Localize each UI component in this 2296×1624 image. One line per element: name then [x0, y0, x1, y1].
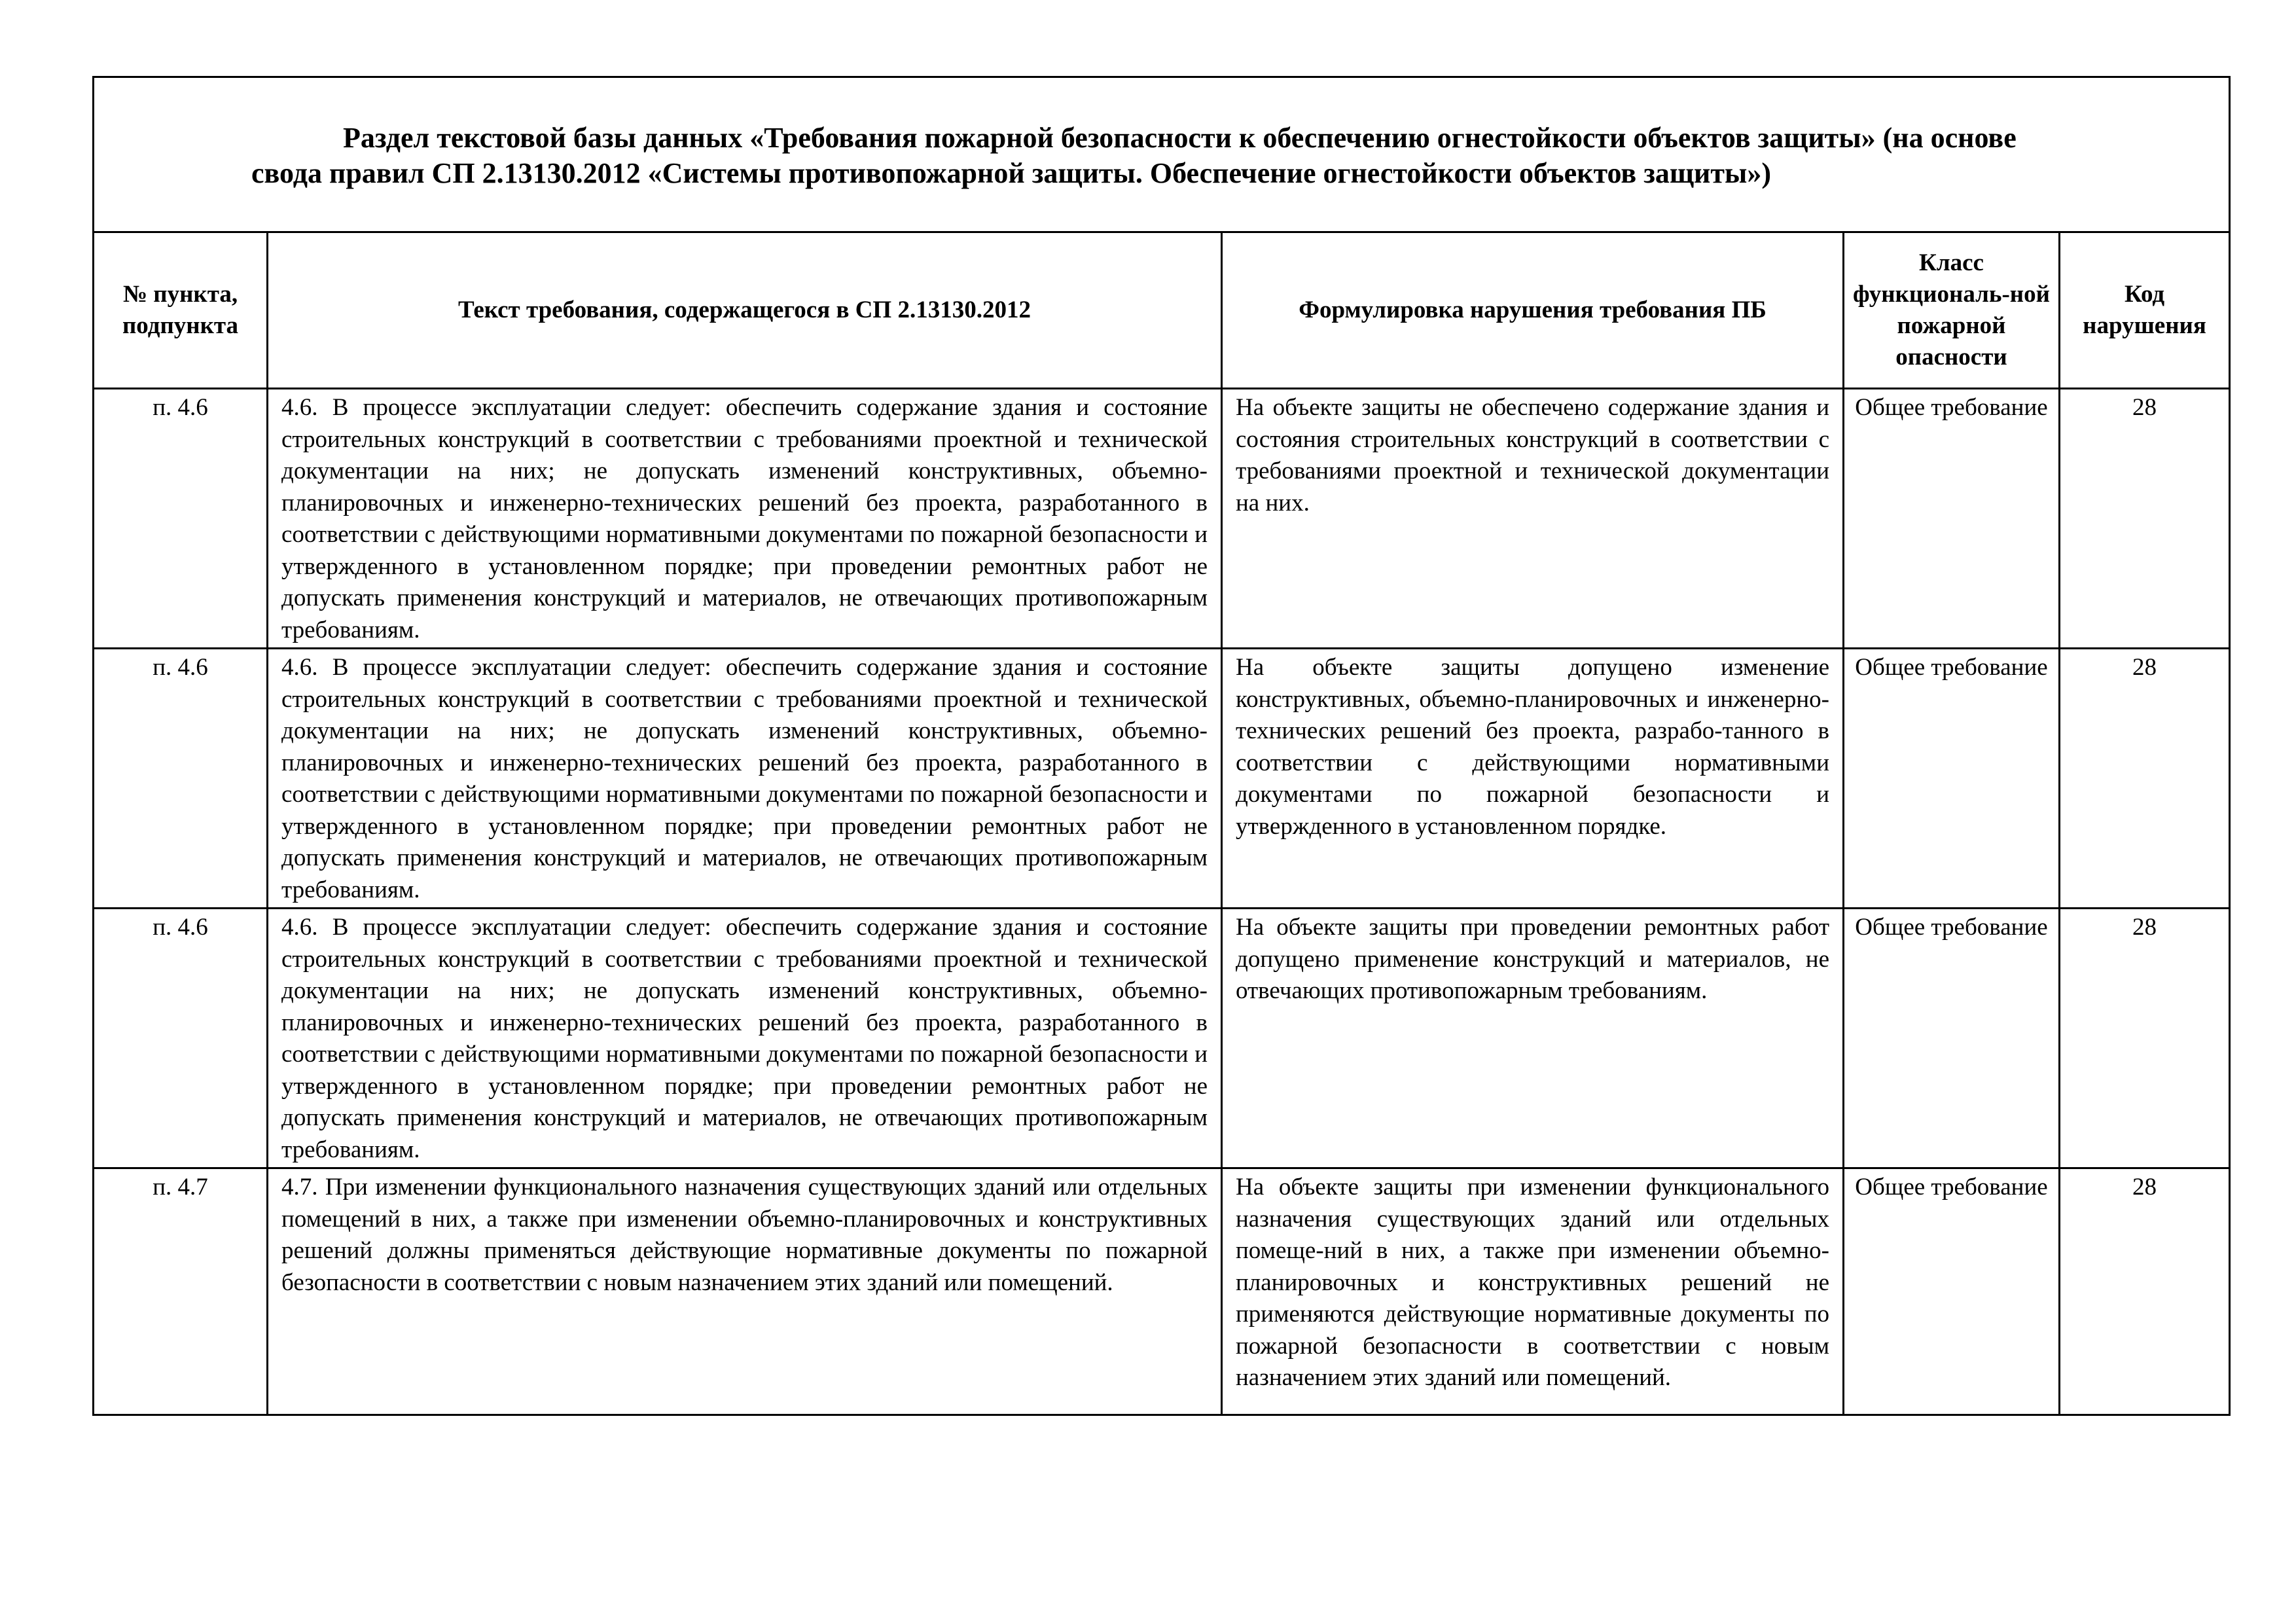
document-title [94, 77, 2230, 232]
row-text: 4.6. В процессе эксплуатации следует: обеспечить содержание здания и состояние строительных конструкций в соответствии с требованиями проектной и технической документации на них; не допускать изменений конструктивных, объемно-планировочных и инженерно-технических решений без проекта, разработанного в соответствии с действующими нормативными документами по пожарной безопасности и утвержденного в установленном порядке; при проведении ремонтных работ не допускать применения конструкций и материалов, не отвечающих противопожарным требованиям. [268, 649, 1222, 909]
requirements-document [92, 76, 2229, 1416]
title-row [94, 77, 2230, 232]
row-violation: На объекте защиты не обеспечено содержание здания и состояния строительных конструкций в соответствии с требованиями проектной и технической документации на них. [1222, 389, 1844, 649]
table-row [94, 649, 2230, 909]
header-num: № пункта, подпункта [94, 232, 268, 389]
table-row [94, 389, 2230, 649]
header-code: Код нарушения [2060, 232, 2230, 389]
header-class: Класс функциональ-ной пожарной опасности [1844, 232, 2060, 389]
row-violation: На объекте защиты при изменении функционального назначения существующих зданий или отдельных помеще-ний в них, а также при изменении объемно-планировочных и конструктивных решений не применяются действующие нормативные документы по пожарной безопасности в соответствии с новым назначением этих зданий или помещений. [1222, 1168, 1844, 1415]
row-text: 4.6. В процессе эксплуатации следует: обеспечить содержание здания и состояние строительных конструкций в соответствии с требованиями проектной и технической документации на них; не допускать изменений конструктивных, объемно-планировочных и инженерно-технических решений без проекта, разработанного в соответствии с действующими нормативными документами по пожарной безопасности и утвержденного в установленном порядке; при проведении ремонтных работ не допускать применения конструкций и материалов, не отвечающих противопожарным требованиям. [268, 389, 1222, 649]
row-text: 4.7. При изменении функционального назначения существующих зданий или отдельных помещений в них, а также при изменении объемно-планировочных и конструктивных решений должны применяться действующие нормативные документы по пожарной безопасности в соответствии с новым назначением этих зданий или помещений. [268, 1168, 1222, 1415]
row-class: Общее требование [1844, 649, 2060, 909]
row-class: Общее требование [1844, 1168, 2060, 1415]
row-num: п. 4.7 [94, 1168, 268, 1415]
row-num: п. 4.6 [94, 649, 268, 909]
row-code: 28 [2060, 1168, 2230, 1415]
title-line-2: свода правил СП 2.13130.2012 «Системы противопожарной защиты. Обеспечение огнестойкости объектов защиты») [251, 157, 1771, 189]
row-class: Общее требование [1844, 389, 2060, 649]
header-violation: Формулировка нарушения требования ПБ [1222, 232, 1844, 389]
row-num: п. 4.6 [94, 909, 268, 1168]
row-code: 28 [2060, 649, 2230, 909]
header-row [94, 232, 2230, 389]
row-text: 4.6. В процессе эксплуатации следует: обеспечить содержание здания и состояние строительных конструкций в соответствии с требованиями проектной и технической документации на них; не допускать изменений конструктивных, объемно-планировочных и инженерно-технических решений без проекта, разработанного в соответствии с действующими нормативными документами по пожарной безопасности и утвержденного в установленном порядке; при проведении ремонтных работ не допускать применения конструкций и материалов, не отвечающих противопожарным требованиям. [268, 909, 1222, 1168]
row-num: п. 4.6 [94, 389, 268, 649]
header-text: Текст требования, содержащегося в СП 2.13130.2012 [268, 232, 1222, 389]
row-code: 28 [2060, 389, 2230, 649]
table-row [94, 909, 2230, 1168]
row-code: 28 [2060, 909, 2230, 1168]
table-row [94, 1168, 2230, 1415]
row-violation: На объекте защиты при проведении ремонтных работ допущено применение конструкций и материалов, не отвечающих противопожарным требованиям. [1222, 909, 1844, 1168]
requirements-table [92, 76, 2231, 1416]
row-class: Общее требование [1844, 909, 2060, 1168]
row-violation: На объекте защиты допущено изменение конструктивных, объемно-планировочных и инженерно-технических решений без проекта, разрабо-танного в соответствии с действующими нормативными документами по пожарной безопасности и утвержденного в установленном порядке. [1222, 649, 1844, 909]
title-line-1: Раздел текстовой базы данных «Требования пожарной безопасности к обеспечению огнестойкости объектов защиты» (на основе [343, 122, 2017, 154]
